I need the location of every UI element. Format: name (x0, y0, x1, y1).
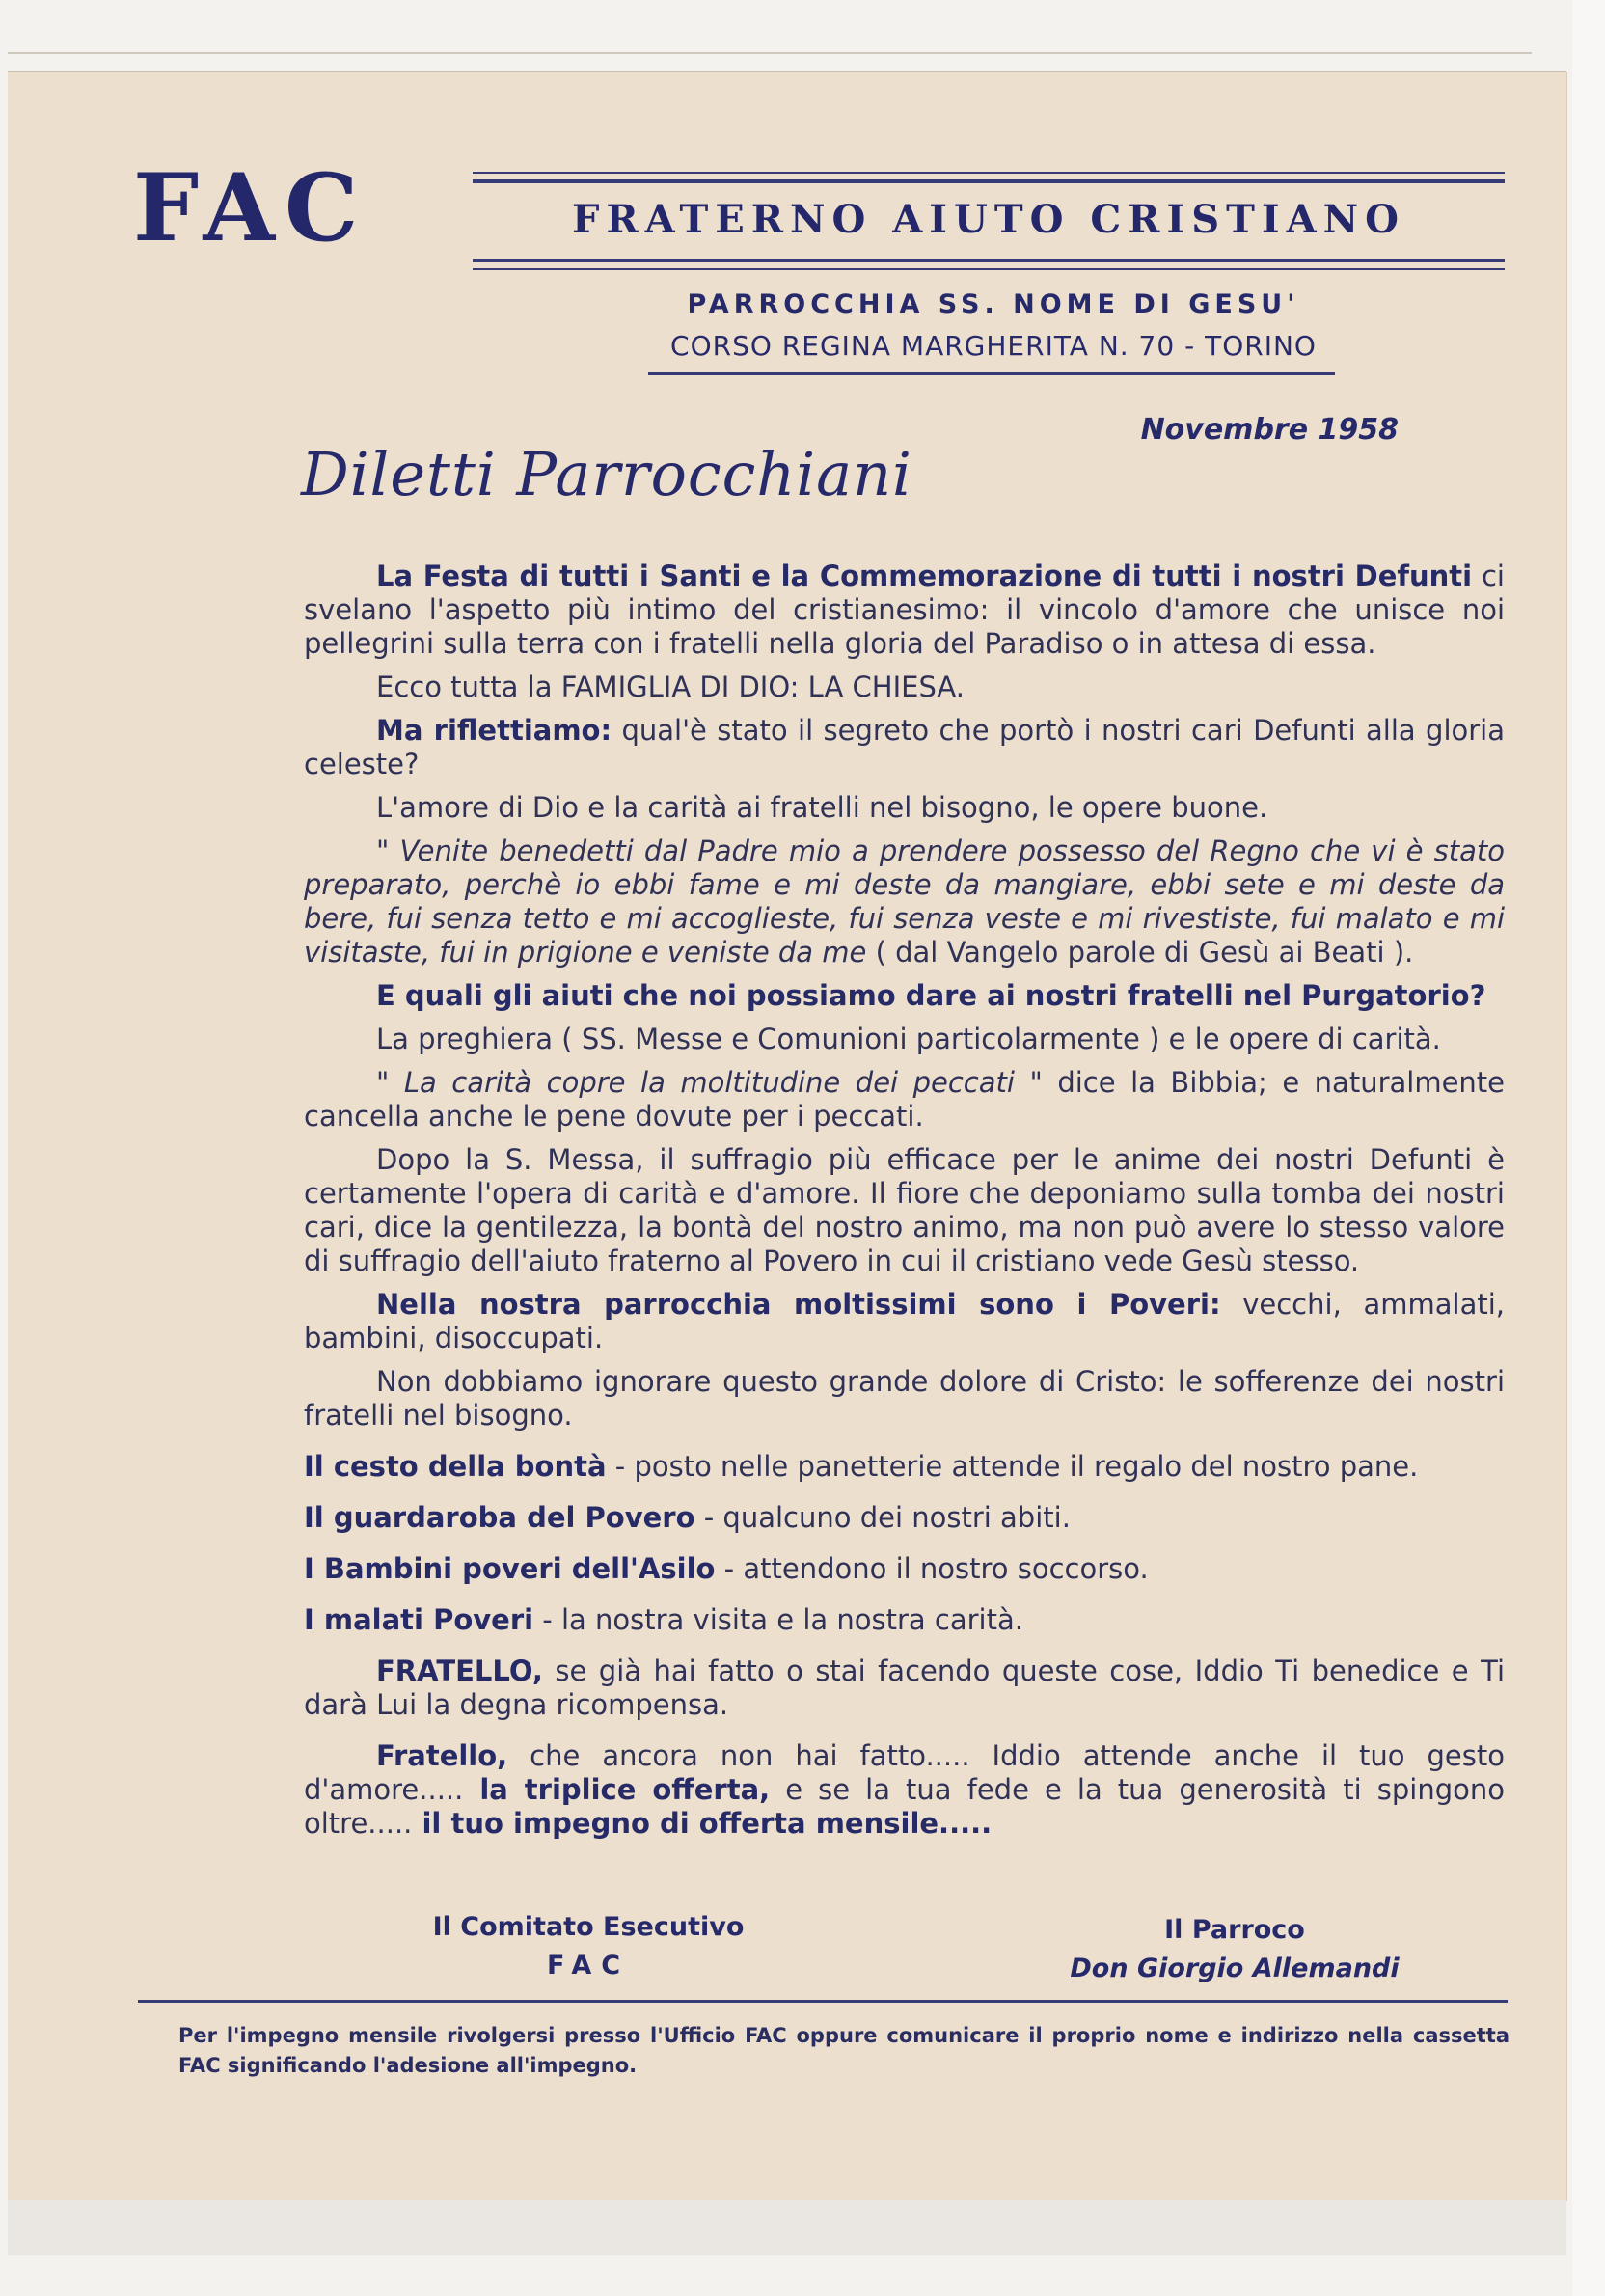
signature-committee-title: Il Comitato Esecutivo (432, 1912, 745, 1942)
parish-name: PARROCCHIA SS. NOME DI GESU' (687, 289, 1300, 319)
footer-note: Per l'impegno mensile rivolgersi presso l'Ufficio FAC oppure comunicare il proprio nome e indirizzo nella cassetta FAC significando l'adesione all'impegno. (178, 2024, 1510, 2077)
parish-address: CORSO REGINA MARGHERITA N. 70 - TORINO (670, 330, 1317, 362)
list-item: I malati Poveri - la nostra visita e la nostra carità. (304, 1603, 1023, 1636)
header-rule-bottom-thick (473, 259, 1505, 262)
signature-parish-priest-name: Don Giorgio Allemandi (1070, 1954, 1400, 1983)
list-item: Il cesto della bontà - posto nelle panetterie attende il regalo del nostro pane. (304, 1450, 1419, 1483)
salutation: Diletti Parrocchiani (301, 439, 912, 509)
header-rule-top-thick (473, 179, 1505, 183)
paragraph: La Festa di tutti i Santi e la Commemorazione di tutti i nostri Defunti ci svelano l'aspetto più intimo del cristianesimo: il vincolo d'amore che unisce noi pellegrini sulla terra con i fratelli nella gloria del Paradiso o in attesa di essa. (304, 560, 1505, 660)
bible-quote: " La carità copre la moltitudine dei peccati " dice la Bibbia; e naturalmente cancella anche le pene dovute per i peccati. (304, 1066, 1506, 1133)
paragraph: La preghiera ( SS. Messe e Comunioni particolarmente ) e le opere di carità. (376, 1023, 1441, 1055)
paragraph: L'amore di Dio e la carità ai fratelli nel bisogno, le opere buone. (376, 791, 1268, 824)
address-rule (648, 372, 1335, 375)
gospel-quote: " Venite benedetti dal Padre mio a prendere possesso del Regno che vi è stato preparato, perchè io ebbi fame e mi deste da mangiare, ebbi sete e mi deste da bere, fui senza tetto e mi accoglieste, fui senza veste e mi rivestiste, fui malato e mi visitaste, fui in prigione e veniste da me ( dal Vangelo parole di Gesù ai Beati ). (304, 834, 1505, 969)
background-strip (1572, 0, 1605, 2296)
footer-rule (138, 2000, 1508, 2003)
paragraph: Nella nostra parrocchia moltissimi sono i Poveri: vecchi, ammalati, bambini, disoccupati. (304, 1288, 1505, 1354)
paragraph: Ecco tutta la FAMIGLIA DI DIO: LA CHIESA. (376, 670, 965, 703)
signature-committee-name: FAC (546, 1951, 631, 1981)
letter-body (304, 560, 1505, 1850)
organization-name: FRATERNO AIUTO CRISTIANO (571, 197, 1406, 242)
fac-logo: FAC (133, 153, 368, 262)
paragraph: Non dobbiamo ignorare questo grande dolore di Cristo: le sofferenze dei nostri fratelli nel bisogno. (304, 1365, 1505, 1432)
paragraph-question: E quali gli aiuti che noi possiamo dare ai nostri fratelli nel Purgatorio? (376, 979, 1486, 1012)
paragraph: Dopo la S. Messa, il suffragio più efficace per le anime dei nostri Defunti è certamente l'opera di carità e d'amore. Il fiore che deponiamo sulla tomba dei nostri cari, dice la gentilezza, la bontà del nostro animo, ma non può avere lo stesso valore di suffragio dell'aiuto fraterno al Povero in cui il cristiano vede Gesù stesso. (304, 1143, 1505, 1277)
header-rule-top-thin (473, 172, 1505, 174)
sheet-edge (8, 52, 1532, 54)
sheet-shadow (8, 2200, 1566, 2255)
list-item: Il guardaroba del Povero - qualcuno dei nostri abiti. (304, 1501, 1071, 1534)
list-item: I Bambini poveri dell'Asilo - attendono il nostro soccorso. (304, 1552, 1149, 1585)
signature-parish-priest-title: Il Parroco (1164, 1915, 1305, 1945)
header-rule-bottom-thin (473, 268, 1505, 270)
paragraph: Ma riflettiamo: qual'è stato il segreto che portò i nostri cari Defunti alla gloria celeste? (304, 714, 1506, 780)
paragraph: FRATELLO, se già hai fatto o stai facendo queste cose, Iddio Ti benedice e Ti darà Lui la degna ricompensa. (304, 1654, 1505, 1721)
letter-date: Novembre 1958 (1140, 413, 1399, 447)
paragraph-appeal: Fratello, che ancora non hai fatto..... Iddio attende anche il tuo gesto d'amore..... la triplice offerta, e se la tua fede e la tua generosità ti spingono oltre..... il tuo impegno di offerta mensile..... (304, 1739, 1505, 1840)
